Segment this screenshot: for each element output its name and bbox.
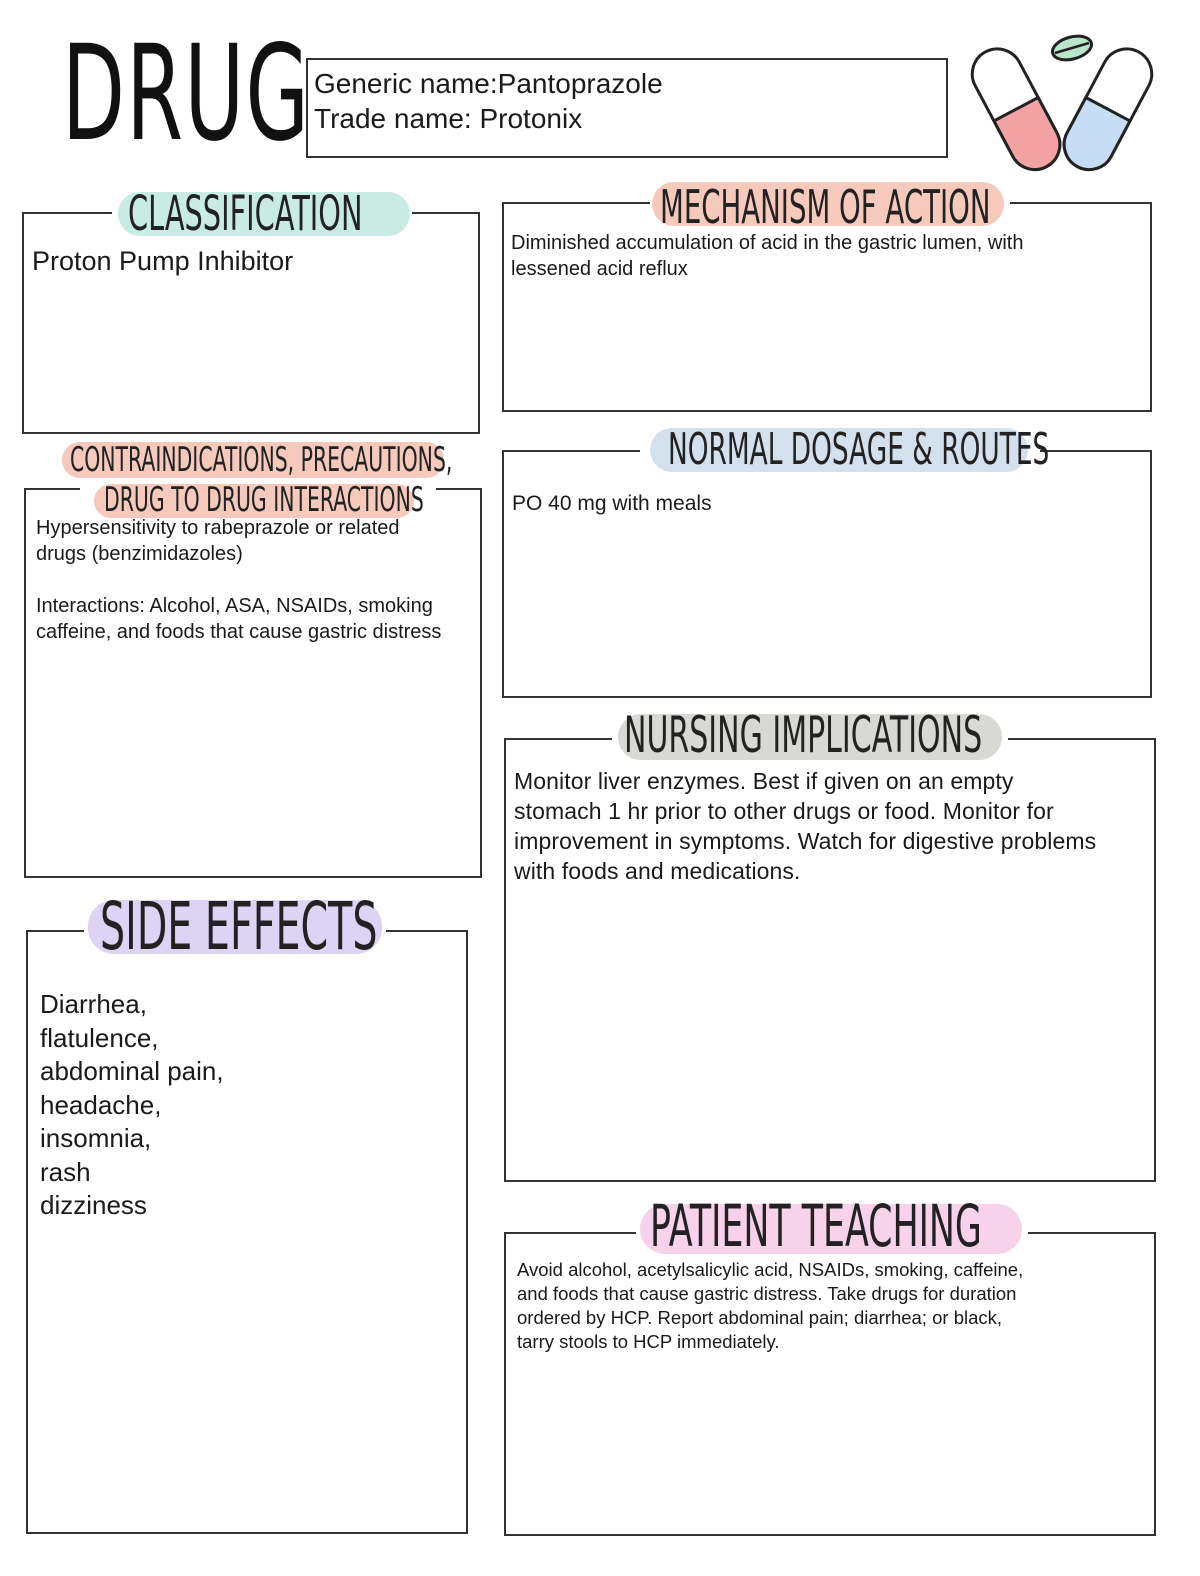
side-effect-item: rash [40, 1156, 91, 1187]
mechanism-line: Diminished accumulation of acid in the gastric lumen, with [511, 232, 1024, 254]
side-effect-item: Diarrhea, [40, 989, 147, 1019]
dosage-box [502, 450, 1152, 698]
contraindications-line: Interactions: Alcohol, ASA, NSAIDs, smoking [36, 595, 433, 617]
nursing-line: stomach 1 hr prior to other drugs or food. Monitor for [514, 798, 1054, 824]
nursing-line: improvement in symptoms. Watch for digestive problems [514, 828, 1097, 854]
nursing-text [514, 766, 1096, 886]
mechanism-text [511, 230, 1023, 282]
side-effect-item: headache, [40, 1089, 162, 1120]
nursing-line: Monitor liver enzymes. Best if given on an empty [514, 768, 1014, 794]
contraindications-line: caffeine, and foods that cause gastric distress [36, 621, 442, 643]
contraindications-line: drugs (benzimidazoles) [36, 543, 243, 565]
patient-teaching-line: tarry stools to HCP immediately. [517, 1331, 780, 1352]
patient-teaching-line: ordered by HCP. Report abdominal pain; diarrhea; or black, [517, 1307, 1003, 1328]
generic-name: Generic name:Pantoprazole [314, 68, 663, 99]
side-effect-item: dizziness [40, 1190, 147, 1220]
contraindications-text [36, 515, 441, 645]
dosage-heading: NORMAL DOSAGE & ROUTES [668, 424, 1050, 475]
patient-teaching-line: and foods that cause gastric distress. Take drugs for duration [517, 1283, 1017, 1304]
nursing-heading: NURSING IMPLICATIONS [624, 706, 983, 764]
mechanism-heading: MECHANISM OF ACTION [660, 180, 991, 234]
contraindications-line: Hypersensitivity to rabeprazole or related [36, 517, 400, 539]
side-effect-item: abdominal pain, [40, 1056, 224, 1086]
side-effect-item: insomnia, [40, 1123, 152, 1153]
side-effects-list [40, 988, 224, 1223]
drug-name-box [306, 58, 948, 158]
patient-teaching-text [517, 1258, 1023, 1354]
nursing-line: with foods and medications. [514, 858, 801, 884]
page-title: DRUG [62, 17, 311, 171]
classification-heading: CLASSIFICATION [128, 186, 363, 242]
trade-name: Trade name: Protonix [314, 103, 583, 134]
pills-icon [962, 26, 1162, 176]
side-effect-item: flatulence, [40, 1022, 159, 1053]
patient-teaching-heading: PATIENT TEACHING [650, 1192, 982, 1260]
dosage-text: PO 40 mg with meals [512, 492, 712, 515]
classification-text: Proton Pump Inhibitor [32, 246, 294, 276]
mechanism-line: lessened acid reflux [511, 258, 688, 280]
side-effects-heading: SIDE EFFECTS [100, 888, 378, 965]
contraindications-heading-1: CONTRAINDICATIONS, PRECAUTIONS, [70, 440, 453, 480]
patient-teaching-line: Avoid alcohol, acetylsalicylic acid, NSAIDs, smoking, caffeine, [517, 1259, 1024, 1280]
contraindications-heading-2: DRUG TO DRUG INTERACTIONS [104, 480, 424, 520]
